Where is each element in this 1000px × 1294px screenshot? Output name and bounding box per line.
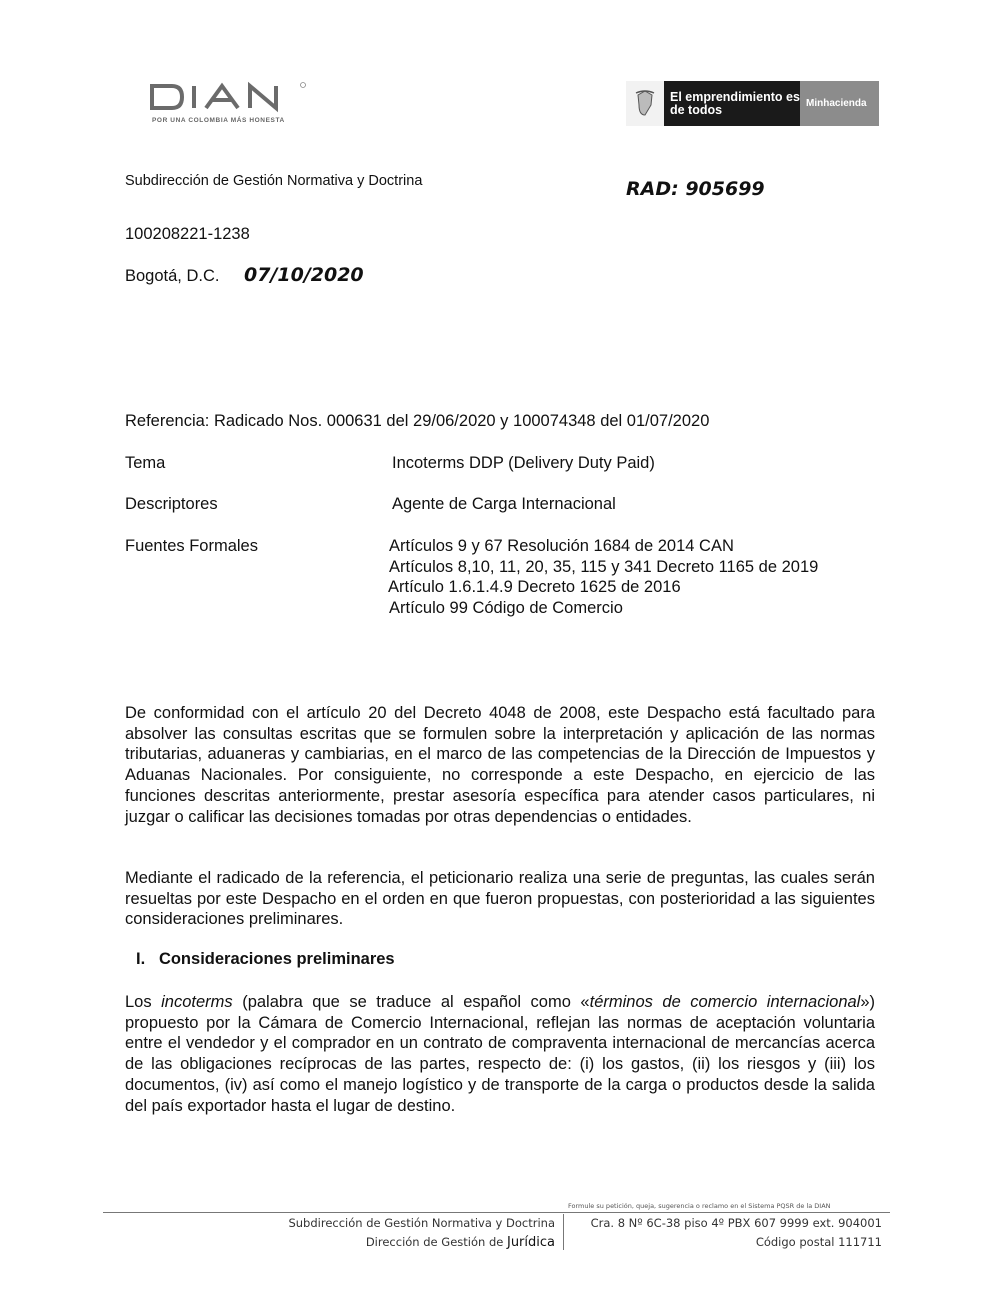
fuentes-item: Artículo 1.6.1.4.9 Decreto 1625 de 2016 — [388, 578, 681, 596]
para-emphasis: incoterms — [161, 993, 233, 1011]
banner-slogan: El emprendimiento es de todos — [664, 81, 800, 126]
banner-entity: Minhacienda — [800, 81, 879, 126]
dian-wordmark-icon — [148, 80, 308, 114]
tema-value: Incoterms DDP (Delivery Duty Paid) — [392, 454, 655, 472]
dian-logo — [148, 80, 316, 128]
para-emphasis: términos de comercio internacional — [589, 993, 861, 1011]
footer-office: Subdirección de Gestión Normativa y Doctrina — [288, 1216, 555, 1230]
paragraph-incoterms — [125, 992, 875, 1116]
fuentes-item: Artículos 8,10, 11, 20, 35, 115 y 341 Decreto 1165 de 2019 — [389, 558, 819, 576]
footer-address: Cra. 8 Nº 6C-38 piso 4º PBX 607 9999 ext. 904001 — [590, 1216, 882, 1230]
document-number: 100208221-1238 — [125, 225, 250, 243]
para-text: ») propuesto por la Cámara de Comercio Internacional, reflejan las normas de aceptación voluntaria entre el vendedor y el comprador en un contrato de compraventa internacional de mercancías acerca de las obligaciones recíprocas de las partes, respecto de: (i) los gastos, (ii) los riesgos y (iii) los documentos, (iv) así como el manejo logístico y de transporte de la carga o productos desde la salida del país exportador hasta el lugar de destino. — [125, 993, 876, 1115]
fuentes-item: Artículos 9 y 67 Resolución 1684 de 2014 CAN — [389, 537, 734, 555]
date-stamp: 07/10/2020 — [244, 264, 364, 286]
colombia-crest-icon — [626, 81, 664, 126]
section-number: I. — [136, 950, 146, 968]
reference-line: Referencia: Radicado Nos. 000631 del 29/06/2020 y 100074348 del 01/07/2020 — [125, 412, 710, 430]
section-heading — [136, 950, 395, 969]
section-title: Consideraciones preliminares — [158, 950, 395, 968]
footer-postal-code: Código postal 111711 — [755, 1235, 882, 1249]
footer-direction-emphasis: Jurídica — [506, 1235, 555, 1250]
descriptores-value: Agente de Carga Internacional — [392, 495, 616, 513]
logo-tagline: POR UNA COLOMBIA MÁS HONESTA — [152, 117, 285, 124]
footer-direction-text: Dirección de Gestión de — [365, 1235, 507, 1249]
footer-divider — [103, 1212, 890, 1213]
ministry-banner — [626, 81, 879, 126]
office-name: Subdirección de Gestión Normativa y Doctrina — [125, 173, 423, 189]
footer-vertical-divider — [563, 1214, 564, 1250]
city: Bogotá, D.C. — [125, 267, 220, 285]
tema-label: Tema — [125, 454, 166, 472]
para-text: Los — [125, 993, 162, 1011]
fuentes-label: Fuentes Formales — [125, 537, 258, 555]
footer-direction — [366, 1235, 555, 1250]
rad-stamp: RAD: 905699 — [626, 178, 765, 200]
fuentes-item: Artículo 99 Código de Comercio — [389, 599, 623, 617]
descriptores-label: Descriptores — [125, 495, 218, 513]
para-text: (palabra que se traduce al español como « — [232, 993, 590, 1011]
footer-note: Formule su petición, queja, sugerencia o reclamo en el Sistema PQSR de la DIAN — [568, 1202, 831, 1210]
paragraph-competence: De conformidad con el artículo 20 del Decreto 4048 de 2008, este Despacho está facultado para absolver las consultas escritas que se formulen sobre la interpretación y aplicación de las normas tributarias, aduaneras y cambiarias, en el marco de las competencias de la Dirección de Impuestos y Aduanas Nacionales. Por consiguiente, no corresponde a este Despacho, en ejercicio de las funciones descritas anteriormente, prestar asesoría específica para atender casos particulares, ni juzgar o calificar las decisiones tomadas por otras dependencias o entidades. — [125, 704, 875, 826]
paragraph-questions: Mediante el radicado de la referencia, el peticionario realiza una serie de preguntas, las cuales serán resueltas por este Despacho en el orden en que fueron propuestas, con posterioridad a las siguientes consideraciones preliminares. — [125, 869, 875, 929]
